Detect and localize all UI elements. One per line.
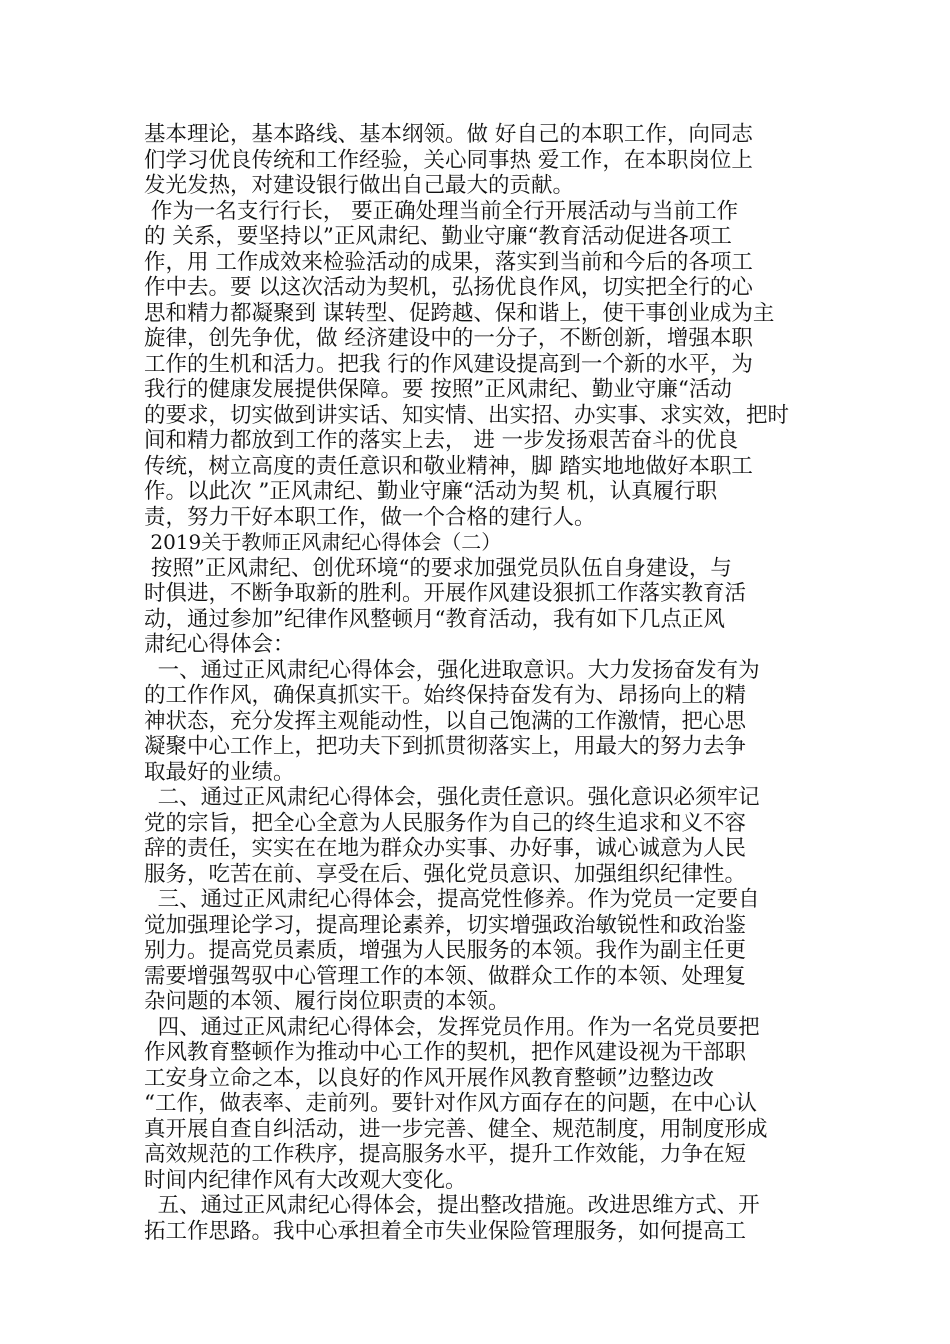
text-line: 责，努力干好本职工作，做一个合格的建行人。 [144,504,596,530]
text-line: 时间内纪律作风有大改观大变化。 [144,1167,467,1193]
text-line: 神状态，充分发挥主观能动性，以自己饱满的工作激情，把心思 [144,708,747,734]
text-line: 作为一名支行行长， 要正确处理当前全行开展活动与当前工作 [144,198,739,224]
text-line: 发光发热，对建设银行做出自己最大的贡献。 [144,173,575,198]
text-line: 工安身立命之本，以良好的作风开展作风教育整顿”边整边改 [144,1065,714,1091]
text-line: 按照”正风肃纪、创优环境“的要求加强党员队伍自身建设，与 [144,555,732,581]
text-line: 真开展自查自纠活动，进一步完善、健全、规范制度，用制度形成 [144,1116,768,1142]
text-line: 三、通过正风肃纪心得体会，提高党性修养。作为党员一定要自 [144,887,760,912]
text-line: 党的宗旨，把全心全意为人民服务作为自己的终生追求和义不容 [144,810,747,836]
text-line: 作中去。要 以这次活动为契机，弘扬优良作风，切实把全行的心 [144,275,753,300]
text-line: 基本理论，基本路线、基本纲领。做 好自己的本职工作，向同志 [144,122,753,147]
text-line: 高效规范的工作秩序，提高服务水平，提升工作效能，力争在短 [144,1142,747,1167]
text-line: 需要增强驾驭中心管理工作的本领、做群众工作的本领、处理复 [144,963,747,989]
text-line: 服务，吃苦在前、享受在后、强化党员意识、加强组织纪律性。 [144,861,747,887]
text-line: 肃纪心得体会： [144,632,295,657]
text-line: 二、通过正风肃纪心得体会，强化责任意识。强化意识必须牢记 [144,785,760,810]
text-line: 作风教育整顿作为推动中心工作的契机，把作风建设视为干部职 [144,1040,747,1065]
text-line: 一、通过正风肃纪心得体会，强化进取意识。大力发扬奋发有为 [144,657,760,683]
text-line: 间和精力都放到工作的落实上去， 进 一步发扬艰苦奋斗的优良 [144,428,739,453]
text-line: 工作的生机和活力。把我 行的作风建设提高到一个新的水平，为 [144,351,753,377]
text-line: 传统，树立高度的责任意识和敬业精神，脚 踏实地地做好本职工 [144,453,753,479]
text-line: 的要求，切实做到讲实话、知实情、出实招、办实事、求实效，把时 [144,402,790,428]
text-line: 辞的责任，实实在在地为群众办实事、办好事，诚心诚意为人民 [144,836,747,861]
text-line: 的工作作风，确保真抓实干。始终保持奋发有为、昂扬向上的精 [144,683,747,708]
text-line: 凝聚中心工作上，把功夫下到抓贯彻落实上，用最大的努力去争 [144,734,747,759]
text-line: 们学习优良传统和工作经验，关心同事热 爱工作，在本职岗位上 [144,147,753,173]
text-line: 别力。提高党员素质，增强为人民服务的本领。我作为副主任更 [144,938,747,963]
text-line: 的 关系，要坚持以”正风肃纪、勤业守廉“教育活动促进各项工 [144,224,732,249]
text-line: 四、通过正风肃纪心得体会，发挥党员作用。作为一名党员要把 [144,1014,760,1040]
text-line: 动，通过参加”纪律作风整顿月“教育活动，我有如下几点正风 [144,606,725,632]
text-line: 思和精力都凝聚到 谋转型、促跨越、保和谐上，使干事创业成为主 [144,300,775,326]
text-line: 杂问题的本领、履行岗位职责的本领。 [144,989,510,1014]
text-line: 时俱进，不断争取新的胜利。开展作风建设狠抓工作落实教育活 [144,581,747,606]
text-line: 取最好的业绩。 [144,759,295,785]
text-line: 五、通过正风肃纪心得体会，提出整改措施。改进思维方式、开 [144,1193,760,1218]
section-heading: 2019关于教师正风肃纪心得体会（二） [144,530,502,554]
text-line: 作，用 工作成效来检验活动的成果，落实到当前和今后的各项工 [144,249,753,275]
text-line: 作。以此次 ”正风肃纪、勤业守廉“活动为契 机，认真履行职 [144,479,718,504]
text-line: 我行的健康发展提供保障。要 按照”正风肃纪、勤业守廉“活动 [144,377,732,402]
text-line: “工作，做表率、走前列。要针对作风方面存在的问题，在中心认 [144,1091,757,1116]
text-line: 旋律，创先争优，做 经济建设中的一分子，不断创新，增强本职 [144,326,753,351]
text-line: 拓工作思路。我中心承担着全市失业保险管理服务，如何提高工 [144,1218,747,1244]
text-line: 觉加强理论学习，提高理论素养，切实增强政治敏锐性和政治鉴 [144,912,747,938]
document-body [144,122,816,1244]
